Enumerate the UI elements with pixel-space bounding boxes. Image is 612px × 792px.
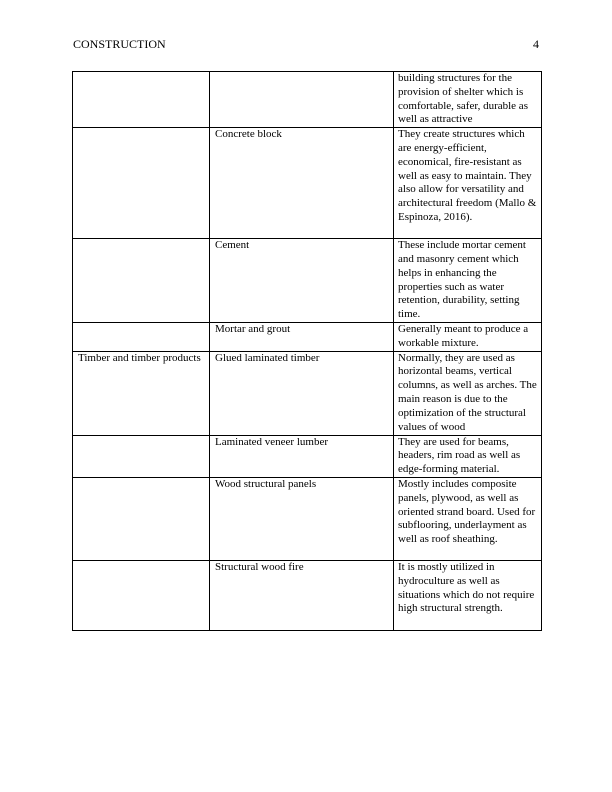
material-cell: Wood structural panels [210, 477, 394, 560]
table-row [73, 128, 542, 239]
category-cell [73, 435, 210, 477]
table-row [73, 239, 542, 323]
material-cell: Cement [210, 239, 394, 323]
material-cell: Laminated veneer lumber [210, 435, 394, 477]
description-cell: Mostly includes composite panels, plywood, as well as oriented strand board. Used for subflooring, underlayment as well as roof sheathing. [394, 477, 542, 560]
description-cell: They are used for beams, headers, rim road as well as edge-forming material. [394, 435, 542, 477]
description-cell: building structures for the provision of shelter which is comfortable, safer, durable as well as attractive [394, 72, 542, 128]
material-cell: Structural wood fire [210, 560, 394, 630]
table-row [73, 72, 542, 128]
page-header [73, 37, 541, 51]
description-cell: These include mortar cement and masonry cement which helps in enhancing the properties such as water retention, durability, setting time. [394, 239, 542, 323]
material-cell: Glued laminated timber [210, 351, 394, 435]
description-cell: Generally meant to produce a workable mixture. [394, 322, 542, 351]
table-row [73, 477, 542, 560]
material-cell [210, 72, 394, 128]
table-row [73, 351, 542, 435]
category-cell [73, 560, 210, 630]
material-cell: Concrete block [210, 128, 394, 239]
category-cell [73, 322, 210, 351]
category-cell [73, 72, 210, 128]
description-cell: They create structures which are energy-efficient, economical, fire-resistant as well as easy to maintain. They also allow for versatility and architectural freedom (Mallo & Espinoza, 2016). [394, 128, 542, 239]
category-cell: Timber and timber products [73, 351, 210, 435]
table-row [73, 435, 542, 477]
page-number: 4 [533, 37, 539, 51]
category-cell [73, 239, 210, 323]
description-cell: Normally, they are used as horizontal beams, vertical columns, as well as arches. The main reason is due to the optimization of the structural values of wood [394, 351, 542, 435]
material-cell: Mortar and grout [210, 322, 394, 351]
table-row [73, 560, 542, 630]
category-cell [73, 477, 210, 560]
materials-table [72, 71, 542, 631]
category-cell [73, 128, 210, 239]
running-head-title: CONSTRUCTION [73, 37, 166, 51]
description-cell: It is mostly utilized in hydroculture as well as situations which do not require high structural strength. [394, 560, 542, 630]
table-row [73, 322, 542, 351]
